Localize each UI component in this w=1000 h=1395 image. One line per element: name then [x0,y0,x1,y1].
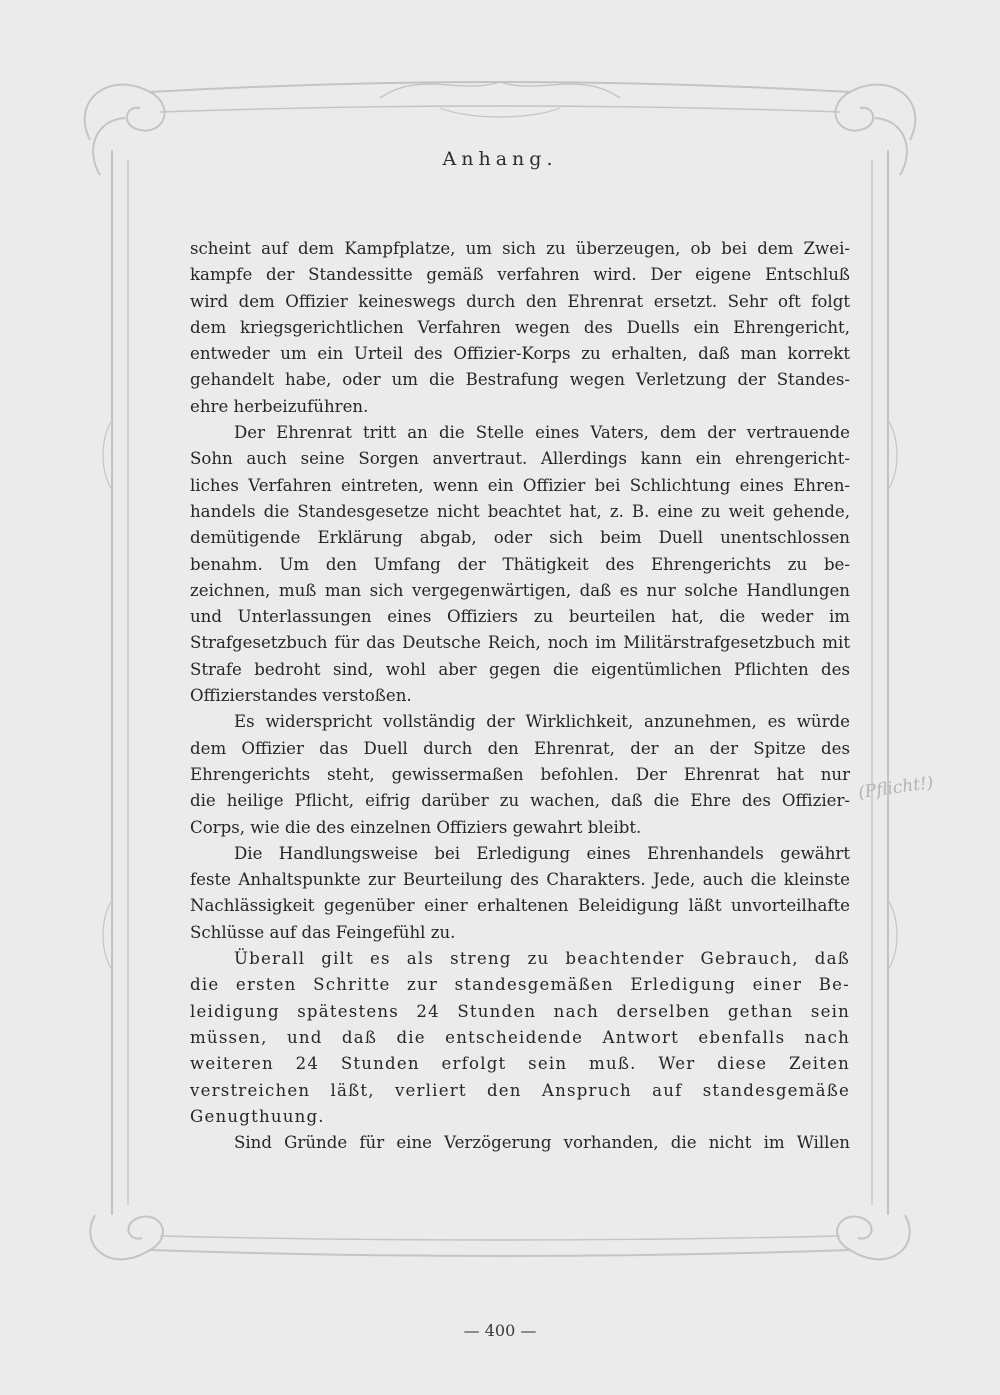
text-line: verstreichen läßt, verliert den Anspruch auf standesgemäße [190,1080,850,1100]
text-line: ehre herbeizuführen. [190,396,369,416]
text-line: scheint auf dem Kampfplatze, um sich zu überzeugen, ob bei dem Zwei- [190,239,850,258]
text-line: handels die Standesgesetze nicht beachtet hat, z. B. eine zu weit gehende, [190,501,850,521]
margin-annotation: (Pflicht!) [856,772,935,804]
text-line: entweder um ein Urteil des Offizier-Korps zu erhalten, daß man korrekt [190,344,850,364]
text-line: Genugthuung. [190,1106,325,1126]
text-line: dem kriegsgerichtlichen Verfahren wegen des Duells ein Ehrengericht, [190,317,850,337]
text-line: die heilige Pflicht, eifrig darüber zu wachen, daß die Ehre des Offizier- [190,791,850,811]
text-line: Sind Gründe für eine Verzögerung vorhanden, die nicht im Willen [234,1133,850,1153]
text-line: Sohn auch seine Sorgen anvertraut. Allerdings kann ein ehrengericht- [190,449,850,469]
text-line: benahm. Um den Umfang der Thätigkeit des Ehrengerichts zu be- [190,554,850,574]
text-line: müssen, und daß die entscheidende Antwort ebenfalls nach [190,1027,850,1047]
text-line: Ehrengerichts steht, gewissermaßen befohlen. Der Ehrenrat hat nur [190,764,850,784]
text-line: demütigende Erklärung abgab, oder sich beim Duell unentschlossen [190,528,850,548]
text-line: wird dem Offizier keineswegs durch den Ehrenrat ersetzt. Sehr oft folgt [190,291,850,311]
text-line: Strafe bedroht sind, wohl aber gegen die eigentümlichen Pflichten des [190,659,850,679]
text-line: feste Anhaltspunkte zur Beurteilung des Charakters. Jede, auch die kleinste [190,870,850,890]
text-line: gehandelt habe, oder um die Bestrafung wegen Verletzung der Standes- [190,370,850,390]
text-line: Der Ehrenrat tritt an die Stelle eines Vaters, dem der vertrauende [234,423,850,443]
body-text [190,236,850,1156]
page-number: — 400 — [463,1321,537,1340]
text-line: und Unterlassungen eines Offiziers zu beurteilen hat, die weder im [190,607,850,627]
text-line: leidigung spätestens 24 Stunden nach derselben gethan sein [190,1001,850,1021]
text-line: kampfe der Standessitte gemäß verfahren wird. Der eigene Entschluß [190,265,850,285]
text-line: Offizierstandes verstoßen. [190,686,412,706]
text-line: dem Offizier das Duell durch den Ehrenrat, der an der Spitze des [190,738,850,758]
text-line: Die Handlungsweise bei Erledigung eines Ehrenhandels gewährt [234,843,850,863]
running-head: Anhang. [442,148,558,170]
text-line: die ersten Schritte zur standesgemäßen Erledigung einer Be- [190,975,850,995]
text-line: Überall gilt es als streng zu beachtender Gebrauch, daß [234,949,850,969]
text-line: zeichnen, muß man sich vergegenwärtigen, daß es nur solche Handlungen [190,580,850,600]
text-line: Es widerspricht vollständig der Wirklichkeit, anzunehmen, es würde [234,712,850,732]
text-line: weiteren 24 Stunden erfolgt sein muß. Wer diese Zeiten [190,1054,850,1074]
text-line: Strafgesetzbuch für das Deutsche Reich, noch im Militärstrafgesetzbuch mit [190,633,850,653]
text-line: liches Verfahren eintreten, wenn ein Offizier bei Schlichtung eines Ehren- [190,475,850,495]
text-line: Nachlässigkeit gegenüber einer erhaltenen Beleidigung läßt unvorteilhafte [190,896,850,916]
text-line: Schlüsse auf das Feingefühl zu. [190,922,456,942]
text-line: Corps, wie die des einzelnen Offiziers gewahrt bleibt. [190,817,642,837]
